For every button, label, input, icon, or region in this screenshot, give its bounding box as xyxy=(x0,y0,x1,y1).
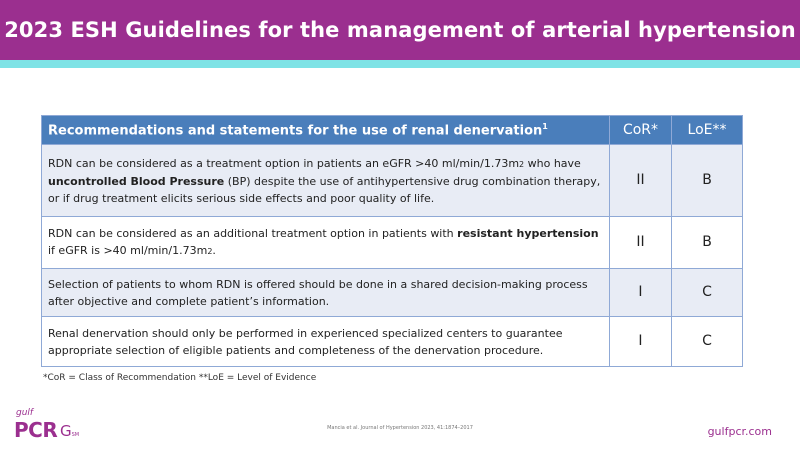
bold-term: resistant hypertension xyxy=(457,227,599,240)
header-loe: LoE** xyxy=(672,116,743,145)
recommendation-text: Selection of patients to whom RDN is offered should be done in a shared decision-making process after objective and complete patient’s information. xyxy=(42,269,610,317)
recommendation-text: RDN can be considered as an additional treatment option in patients with resistant hypertension if eGFR is >40 ml/min/1.73m2. xyxy=(42,217,610,269)
title-banner xyxy=(0,0,800,60)
header-recommendations-label: Recommendations and statements for the use of renal denervation xyxy=(48,123,543,139)
header-cor: CoR* xyxy=(610,116,672,145)
header-recommendations xyxy=(42,116,610,145)
cor-value: II xyxy=(610,217,672,269)
recommendation-text: RDN can be considered as a treatment option in patients an eGFR >40 ml/min/1.73m2 who have uncontrolled Blood Pressure (BP) despite the use of antihypertensive drug combination therapy, or if drug treatment elicits serious side effects and poor quality of life. xyxy=(42,145,610,217)
loe-value: B xyxy=(672,217,743,269)
website-link[interactable]: gulfpcr.com xyxy=(707,425,772,438)
page-title: 2023 ESH Guidelines for the management of arterial hypertension xyxy=(4,18,796,42)
bold-term: uncontrolled Blood Pressure xyxy=(48,174,225,188)
loe-value: B xyxy=(672,145,743,217)
footnote: *CoR = Class of Recommendation **LoE = Level of Evidence xyxy=(43,373,317,383)
recommendations-table-container xyxy=(41,115,742,367)
table-row xyxy=(42,269,743,317)
loe-value: C xyxy=(672,317,743,367)
cor-value: I xyxy=(610,317,672,367)
cor-value: II xyxy=(610,145,672,217)
logo-big-text: PCR xyxy=(14,418,58,442)
header-footnote-mark: 1 xyxy=(542,121,548,131)
table-row xyxy=(42,145,743,217)
table-header-row xyxy=(42,116,743,145)
recommendations-table xyxy=(41,115,743,367)
citation: Mancia et al. Journal of Hypertension 2023, 41:1874–2017 xyxy=(327,425,473,431)
logo-small-text: gulf xyxy=(16,408,34,418)
recommendation-text: Renal denervation should only be performed in experienced specialized centers to guarantee appropriate selection of eligible patients and completeness of the denervation procedure. xyxy=(42,317,610,367)
accent-divider xyxy=(0,60,800,68)
table-row xyxy=(42,217,743,269)
cor-value: I xyxy=(610,269,672,317)
logo-suffix: GSM xyxy=(60,422,80,440)
loe-value: C xyxy=(672,269,743,317)
table-row xyxy=(42,317,743,367)
